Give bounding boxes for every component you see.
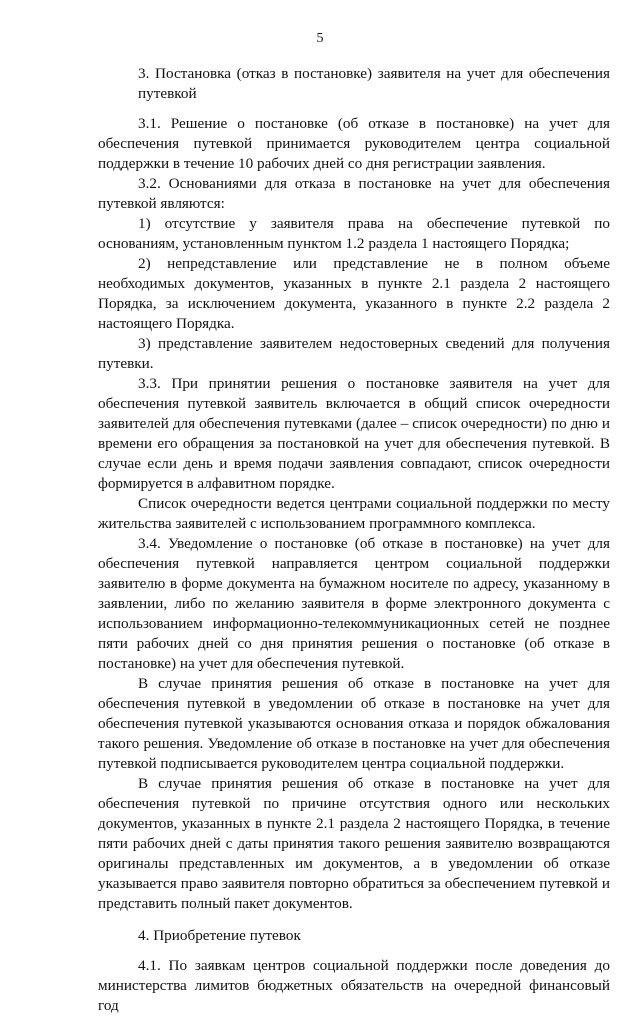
paragraph-3-3-queue-list: Список очередности ведется центрами социальной поддержки по месту жительства заявителей с использованием программного комплекса. (98, 495, 610, 532)
section-3-heading: 3. Постановка (отказ в постановке) заявителя на учет для обеспечения путевкой (138, 65, 610, 102)
paragraph-3-4-documents-return: В случае принятия решения об отказе в постановке на учет для обеспечения путевкой по причине отсутствия одного или нескольких документов, указанных в пункте 2.1 раздела 2 настоящего Порядка, в течение пяти рабочих дней с даты принятия такого решения заявителю возвращаются оригиналы представленных им документов, а в уведомлении об отказе указывается право заявителя повторно обратиться за обеспечением путевкой и представить полный пакет документов. (98, 775, 610, 912)
paragraph-3-4-refusal-notice: В случае принятия решения об отказе в постановке на учет для обеспечения путевкой в уведомлении об отказе в постановке на учет для обеспечения путевкой указываются основания отказа и порядок обжалования такого решения. Уведомление об отказе в постановке на учет для обеспечения путевкой подписывается руководителем центра социальной поддержки. (98, 675, 610, 772)
section-4-heading: 4. Приобретение путевок (138, 927, 301, 944)
paragraph-3-2: 3.2. Основаниями для отказа в постановке на учет для обеспечения путевкой являются: (98, 175, 610, 212)
page-number: 5 (316, 31, 324, 46)
paragraph-3-2-item-2: 2) непредставление или представление не в полном объеме необходимых документов, указанных в пункте 2.1 раздела 2 настоящего Порядка, за исключением документа, указанного в пункте 2.2 раздела 2 настоящего Порядка. (98, 255, 610, 332)
paragraph-4-1: 4.1. По заявкам центров социальной поддержки после доведения до министерства лимитов бюджетных обязательств на очередной финансовый год (98, 957, 610, 1014)
section-3-body (98, 114, 610, 914)
paragraph-3-4: 3.4. Уведомление о постановке (об отказе в постановке) на учет для обеспечения путевкой направляется центром социальной поддержки заявителю в форме документа на бумажном носителе по адресу, указанному в заявлении, либо по желанию заявителя в форме электронного документа с использованием информационно-телекоммуникационных сетей не позднее пяти рабочих дней со дня принятия решения о постановке (об отказе в постановке) на учет для обеспечения путевкой. (98, 535, 610, 672)
paragraph-3-2-item-1: 1) отсутствие у заявителя права на обеспечение путевкой по основаниям, установленным пунктом 1.2 раздела 1 настоящего Порядка; (98, 215, 610, 252)
section-spacer (98, 914, 610, 926)
paragraph-3-1: 3.1. Решение о постановке (об отказе в постановке) на учет для обеспечения путевкой принимается руководителем центра социальной поддержки в течение 10 рабочих дней со дня регистрации заявления. (98, 115, 610, 172)
paragraph-3-2-item-3: 3) представление заявителем недостоверных сведений для получения путевки. (98, 335, 610, 372)
section-4-body (98, 956, 610, 1016)
paragraph-3-3: 3.3. При принятии решения о постановке заявителя на учет для обеспечения путевкой заявитель включается в общий список очередности заявителей для обеспечения путевками (далее – список очередности) по дню и времени его обращения за постановкой на учет для обеспечения путевкой. В случае если день и время подачи заявления совпадают, список очередности формируется в алфавитном порядке. (98, 375, 610, 492)
document-body (98, 64, 610, 1016)
